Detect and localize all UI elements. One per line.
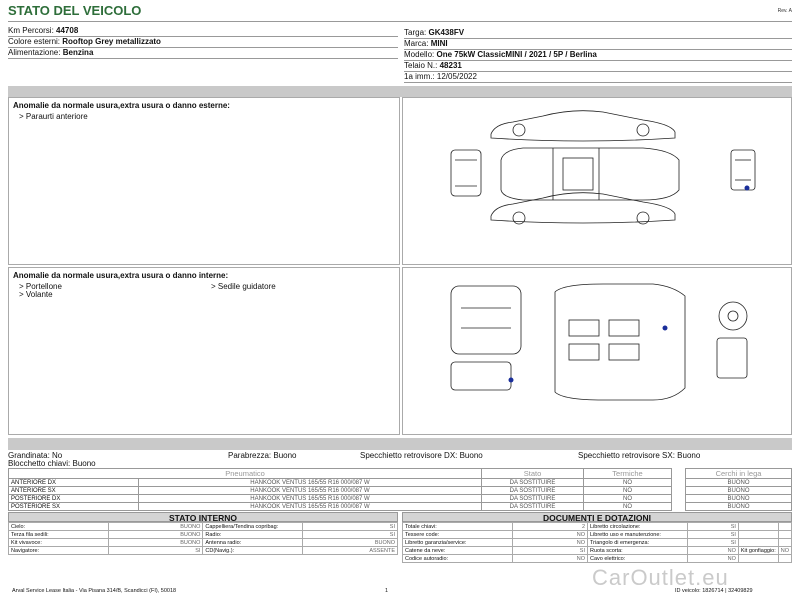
table-row: Codice autoradio: NO Cavo elettrico: NO [403, 555, 792, 563]
windshield-status: Parabrezza: Buono [228, 451, 297, 460]
revision-label: Rev. A [777, 8, 792, 14]
info-row: Targa: GK438FV [404, 28, 792, 39]
watermark: CarOutlet.eu [592, 565, 729, 590]
table-row: ANTERIORE SX HANKOOK VENTUS 165/55 R16 000/087 W DA SOSTITUIRE NO BUONO [9, 487, 792, 495]
table-row: Kit vivavoce: BUONO Antenna radio: BUONO [9, 539, 398, 547]
key-lock-status: Blocchetto chiavi: Buono [8, 459, 96, 468]
info-row: Modello: One 75kW ClassicMINI / 2021 / 5P / Berlina [404, 50, 792, 61]
interior-damage-title: Anomalie da normale usura,extra usura o danno interne: [13, 271, 229, 280]
page-number: 1 [385, 588, 389, 594]
section-band [8, 438, 792, 450]
footer-vehicle-id: ID veicolo: 1826714 | 32409829 [675, 588, 753, 594]
info-row: Telaio N.: 48231 [404, 61, 792, 72]
info-row: Km Percorsi: 44708 [8, 26, 398, 37]
interior-diagram-panel [402, 267, 792, 435]
mirror-dx-status: Specchietto retrovisore DX: Buono [360, 451, 483, 460]
car-interior-diagram [403, 268, 791, 434]
table-row: Navigatore: SI CD(Navig.): ASSENTE [9, 547, 398, 555]
info-row: 1a imm.: 12/05/2022 [404, 72, 792, 83]
interior-damage-item: > Sedile guidatore [211, 282, 276, 291]
interior-damage-item: > Portellone [19, 282, 62, 291]
column-header: Pneumatico [9, 469, 482, 479]
column-header: Stato [482, 469, 584, 479]
footer-address: Arval Service Lease Italia - Via Pisana 314/B, Scandicci (FI), 50018 [12, 588, 177, 594]
interior-status-table [8, 522, 398, 555]
tyres-table [8, 468, 792, 511]
car-exterior-diagram [403, 98, 791, 264]
info-row: Alimentazione: Benzina [8, 48, 398, 59]
table-row: Tessere code: NO Libretto uso e manutenzione: SI [403, 531, 792, 539]
table-header-row [9, 469, 792, 479]
documents-title: DOCUMENTI E DOTAZIONI [402, 512, 792, 522]
table-row: Cielo: BUONO Cappelliera/Tendina copribag: SI [9, 523, 398, 531]
info-row: Colore esterni: Rooftop Grey metallizzato [8, 37, 398, 48]
interior-status-section [8, 512, 398, 555]
vehicle-info-left [8, 26, 398, 59]
title-rule [8, 21, 792, 22]
section-band [8, 86, 792, 97]
table-row: POSTERIORE DX HANKOOK VENTUS 165/55 R16 000/087 W DA SOSTITUIRE NO BUONO [9, 495, 792, 503]
documents-section [402, 512, 792, 563]
table-row: ANTERIORE DX HANKOOK VENTUS 165/55 R16 000/087 W DA SOSTITUIRE NO BUONO [9, 479, 792, 487]
interior-damage-item: > Volante [19, 290, 53, 299]
exterior-damage-item: > Paraurti anteriore [19, 112, 88, 121]
interior-status-title: STATO INTERNO [8, 512, 398, 522]
table-row: Totale chiavi: 2 Libretto circolazione: SI [403, 523, 792, 531]
exterior-diagram-panel [402, 97, 792, 265]
vehicle-info-right [404, 28, 792, 83]
table-row: Libretto garanzia/service: NO Triangolo di emergenza: SI [403, 539, 792, 547]
page-title: STATO DEL VEICOLO [8, 3, 142, 18]
column-header: Termiche [584, 469, 672, 479]
exterior-damage-panel [8, 97, 400, 265]
column-header: Cerchi in lega [686, 469, 792, 479]
exterior-damage-title: Anomalie da normale usura,extra usura o danno esterne: [13, 101, 230, 110]
table-row: POSTERIORE SX HANKOOK VENTUS 165/55 R16 000/087 W DA SOSTITUIRE NO BUONO [9, 503, 792, 511]
hail-status: Grandinata: No [8, 451, 63, 460]
interior-damage-panel [8, 267, 400, 435]
documents-table [402, 522, 792, 563]
table-row: Terza fila sedili: BUONO Radio: SI [9, 531, 398, 539]
mirror-sx-status: Specchietto retrovisore SX: Buono [578, 451, 701, 460]
info-row: Marca: MINI [404, 39, 792, 50]
table-row: Catene da neve: SI Ruota scorta: NO Kit gonfiaggio: NO [403, 547, 792, 555]
